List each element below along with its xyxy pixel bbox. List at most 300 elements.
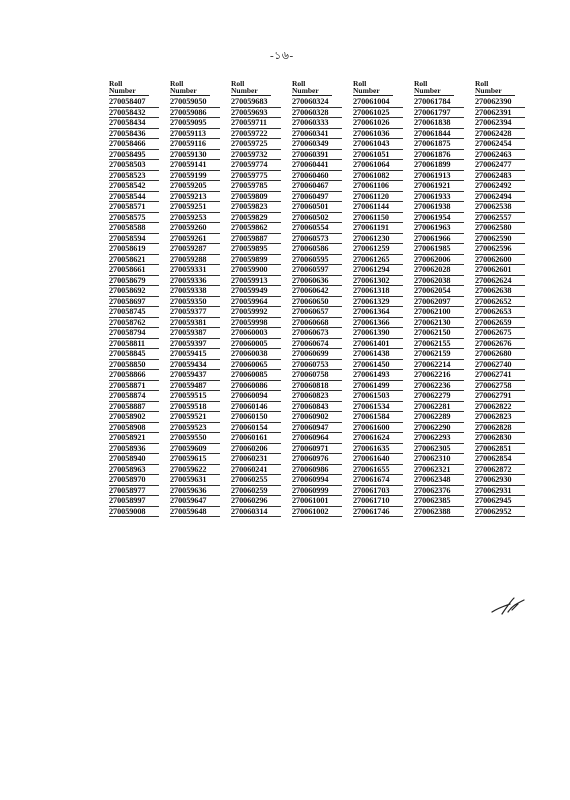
roll-number-cell: 270062590: [475, 234, 525, 245]
roll-number-cell: 270060094: [231, 391, 281, 402]
roll-number-cell: 270060333: [292, 118, 342, 129]
roll-number-cell: 270059251: [170, 202, 220, 213]
roll-number-cell: 270062279: [414, 391, 464, 402]
roll-number-cell: 270061746: [353, 507, 403, 518]
roll-number-cell: 270060231: [231, 454, 281, 465]
roll-number-cell: 270058588: [109, 223, 159, 234]
roll-number-cell: 270059829: [231, 213, 281, 224]
roll-number-cell: 270059336: [170, 276, 220, 287]
roll-number-cell: 270059331: [170, 265, 220, 276]
roll-number-cell: 270058619: [109, 244, 159, 255]
roll-number-cell: 270061450: [353, 360, 403, 371]
header-line-number: Number: [109, 87, 149, 96]
roll-number-cell: 270061503: [353, 391, 403, 402]
roll-number-cell: 270060085: [231, 370, 281, 381]
roll-number-cell: 270059113: [170, 129, 220, 140]
roll-number-cell: 270062740: [475, 360, 525, 371]
roll-number-cell: 270059862: [231, 223, 281, 234]
roll-number-cell: 270058466: [109, 139, 159, 150]
roll-number-cell: 270059523: [170, 423, 220, 434]
roll-number-cell: 270061366: [353, 318, 403, 329]
roll-number-cell: 270059434: [170, 360, 220, 371]
column-header: [292, 77, 353, 97]
roll-number-cell: 270059260: [170, 223, 220, 234]
roll-number-cell: 270061655: [353, 465, 403, 476]
roll-number-cell: 270059387: [170, 328, 220, 339]
roll-number-cell: 270059913: [231, 276, 281, 287]
roll-number-cell: 270062289: [414, 412, 464, 423]
roll-number-cell: 270061043: [353, 139, 403, 150]
roll-number-cell: 270061584: [353, 412, 403, 423]
roll-number-cell: 270059141: [170, 160, 220, 171]
roll-number-cell: 270059199: [170, 171, 220, 182]
roll-number-cell: 270060657: [292, 307, 342, 318]
roll-number-cell: 270060460: [292, 171, 342, 182]
roll-number-cell: 270059693: [231, 108, 281, 119]
roll-number-cell: 270062596: [475, 244, 525, 255]
roll-number-cell: 270060595: [292, 255, 342, 266]
roll-number-cell: 270061036: [353, 129, 403, 140]
roll-number-cell: 270058544: [109, 192, 159, 203]
roll-number-cell: 270062376: [414, 486, 464, 497]
roll-number-cell: 270059050: [170, 97, 220, 108]
roll-number-cell: 270060636: [292, 276, 342, 287]
roll-number-cell: 270058594: [109, 234, 159, 245]
roll-number-cell: 270061844: [414, 129, 464, 140]
roll-number-cell: 270062483: [475, 171, 525, 182]
header-line-number: Number: [292, 87, 332, 96]
roll-number-cell: 270060597: [292, 265, 342, 276]
roll-number-cell: 270058874: [109, 391, 159, 402]
roll-number-cell: 270061963: [414, 223, 464, 234]
roll-number-cell: 270062600: [475, 255, 525, 266]
roll-number-cell: 270062830: [475, 433, 525, 444]
roll-column: [109, 77, 170, 517]
roll-number-cell: 270062097: [414, 297, 464, 308]
roll-number-cell: 270062348: [414, 475, 464, 486]
roll-column: [292, 77, 353, 517]
roll-number-cell: 270061106: [353, 181, 403, 192]
roll-number-cell: 270061499: [353, 381, 403, 392]
roll-number-cell: 270058434: [109, 118, 159, 129]
roll-number-cell: 270060699: [292, 349, 342, 360]
roll-number-cell: 270060255: [231, 475, 281, 486]
roll-number-cell: 270061600: [353, 423, 403, 434]
roll-number-cell: 270058436: [109, 129, 159, 140]
roll-number-cell: 270059008: [109, 507, 159, 518]
roll-number-cell: 270062159: [414, 349, 464, 360]
roll-number-cell: 270058542: [109, 181, 159, 192]
roll-number-cell: 270062675: [475, 328, 525, 339]
roll-number-cell: 270059515: [170, 391, 220, 402]
roll-number-cell: 270060668: [292, 318, 342, 329]
roll-number-cell: 270061150: [353, 213, 403, 224]
roll-number-cell: 270061001: [292, 496, 342, 507]
roll-number-cell: 270058977: [109, 486, 159, 497]
roll-number-cell: 270059636: [170, 486, 220, 497]
roll-number-cell: 270059397: [170, 339, 220, 350]
roll-number-cell: 270058523: [109, 171, 159, 182]
roll-number-cell: 270062150: [414, 328, 464, 339]
roll-number-cell: 270058811: [109, 339, 159, 350]
roll-number-cell: 270060328: [292, 108, 342, 119]
roll-number-cell: 270059900: [231, 265, 281, 276]
column-header: [353, 77, 414, 97]
roll-number-cell: 270062872: [475, 465, 525, 476]
roll-number-cell: 270058997: [109, 496, 159, 507]
roll-number-cell: 270060586: [292, 244, 342, 255]
roll-number-cell: 270062155: [414, 339, 464, 350]
roll-number-cell: 270062388: [414, 507, 464, 518]
roll-number-cell: 270060341: [292, 129, 342, 140]
roll-number-cell: 270060086: [231, 381, 281, 392]
roll-number-cell: 270060947: [292, 423, 342, 434]
roll-number-cell: 270058407: [109, 97, 159, 108]
roll-number-cell: 270062130: [414, 318, 464, 329]
roll-column: [231, 77, 292, 517]
roll-number-cell: 270058571: [109, 202, 159, 213]
roll-number-cell: 270059609: [170, 444, 220, 455]
roll-number-cell: 270062854: [475, 454, 525, 465]
signature-mark: [488, 594, 528, 622]
roll-number-cell: 270062390: [475, 97, 525, 108]
column-header: [414, 77, 475, 97]
roll-number-cell: 270058887: [109, 402, 159, 413]
roll-number-cell: 270060573: [292, 234, 342, 245]
header-line-roll: Roll: [414, 78, 428, 88]
header-line-number: Number: [353, 87, 393, 96]
roll-number-cell: 270059809: [231, 192, 281, 203]
roll-number-cell: 270059350: [170, 297, 220, 308]
column-header: [109, 77, 170, 97]
roll-number-cell: 270059095: [170, 118, 220, 129]
header-line-roll: Roll: [353, 78, 367, 88]
roll-number-cell: 270059287: [170, 244, 220, 255]
roll-number-cell: 270062680: [475, 349, 525, 360]
roll-number-cell: 270061933: [414, 192, 464, 203]
roll-number-cell: 270061938: [414, 202, 464, 213]
roll-number-cell: 270059213: [170, 192, 220, 203]
column-header: [475, 77, 536, 97]
roll-number-cell: 270062659: [475, 318, 525, 329]
roll-number-cell: 270061302: [353, 276, 403, 287]
roll-number-cell: 270062741: [475, 370, 525, 381]
roll-number-cell: 270060554: [292, 223, 342, 234]
roll-number-cell: 270060642: [292, 286, 342, 297]
roll-number-cell: 270058902: [109, 412, 159, 423]
roll-number-cell: 270059631: [170, 475, 220, 486]
roll-number-cell: 270062624: [475, 276, 525, 287]
roll-number-cell: 270062828: [475, 423, 525, 434]
roll-number-cell: 270059887: [231, 234, 281, 245]
roll-number-cell: 270062851: [475, 444, 525, 455]
roll-number-cell: 270061318: [353, 286, 403, 297]
roll-number-cell: 270059377: [170, 307, 220, 318]
roll-number-cell: 270060005: [231, 339, 281, 350]
roll-number-cell: 270059130: [170, 150, 220, 161]
roll-number-cell: 270061120: [353, 192, 403, 203]
roll-number-cell: 270060241: [231, 465, 281, 476]
roll-number-cell: 270062758: [475, 381, 525, 392]
roll-number-cell: 270061025: [353, 108, 403, 119]
roll-number-cell: 270062054: [414, 286, 464, 297]
roll-number-cell: 270061401: [353, 339, 403, 350]
roll-number-cell: 270062236: [414, 381, 464, 392]
roll-number-cell: 270059648: [170, 507, 220, 518]
header-line-roll: Roll: [475, 78, 489, 88]
roll-number-cell: 270061364: [353, 307, 403, 318]
roll-number-cell: 270060758: [292, 370, 342, 381]
roll-number-cell: 270061002: [292, 507, 342, 518]
roll-number-cell: 270058794: [109, 328, 159, 339]
roll-number-cell: 270061797: [414, 108, 464, 119]
roll-column: [353, 77, 414, 517]
roll-number-cell: 270060753: [292, 360, 342, 371]
roll-number-cell: 270059550: [170, 433, 220, 444]
roll-number-cell: 270062538: [475, 202, 525, 213]
roll-number-cell: 270062580: [475, 223, 525, 234]
roll-number-cell: 270059288: [170, 255, 220, 266]
roll-number-cell: 270058940: [109, 454, 159, 465]
roll-number-cell: 270059253: [170, 213, 220, 224]
roll-number-cell: 270058692: [109, 286, 159, 297]
roll-number-cell: 270061004: [353, 97, 403, 108]
page-number: -১৬-: [270, 50, 294, 62]
column-header: [231, 77, 292, 97]
roll-number-cell: 270058970: [109, 475, 159, 486]
roll-number-cell: 270061624: [353, 433, 403, 444]
roll-number-cell: 270059622: [170, 465, 220, 476]
roll-column: [414, 77, 475, 517]
header-line-number: Number: [414, 87, 454, 96]
roll-number-cell: 270060986: [292, 465, 342, 476]
roll-number-cell: 270060497: [292, 192, 342, 203]
roll-column: [475, 77, 536, 517]
roll-number-cell: 270060994: [292, 475, 342, 486]
roll-number-cell: 270061493: [353, 370, 403, 381]
roll-number-cell: 270060161: [231, 433, 281, 444]
roll-number-cell: 270061784: [414, 97, 464, 108]
roll-number-cell: 270061144: [353, 202, 403, 213]
roll-number-cell: 270059899: [231, 255, 281, 266]
header-line-number: Number: [475, 87, 515, 96]
roll-number-cell: 270061329: [353, 297, 403, 308]
roll-number-cell: 270059785: [231, 181, 281, 192]
roll-number-cell: 270058661: [109, 265, 159, 276]
roll-number-cell: 270060971: [292, 444, 342, 455]
roll-number-cell: 270060146: [231, 402, 281, 413]
roll-number-cell: 270061875: [414, 139, 464, 150]
roll-number-cell: 270062290: [414, 423, 464, 434]
roll-number-cell: 270062281: [414, 402, 464, 413]
roll-number-cell: 270062676: [475, 339, 525, 350]
roll-number-cell: 270060964: [292, 433, 342, 444]
roll-number-cell: 270059381: [170, 318, 220, 329]
roll-number-cell: 270062038: [414, 276, 464, 287]
roll-number-cell: 270060902: [292, 412, 342, 423]
roll-number-cell: 270059415: [170, 349, 220, 360]
roll-number-cell: 270058679: [109, 276, 159, 287]
header-line-roll: Roll: [109, 78, 123, 88]
roll-number-cell: 270060324: [292, 97, 342, 108]
roll-number-cell: 270062385: [414, 496, 464, 507]
roll-number-cell: 270058936: [109, 444, 159, 455]
roll-number-cell: 270062463: [475, 150, 525, 161]
roll-number-cell: 270062931: [475, 486, 525, 497]
roll-number-cell: 270062477: [475, 160, 525, 171]
roll-number-cell: 270061710: [353, 496, 403, 507]
roll-number-cell: 270061966: [414, 234, 464, 245]
roll-number-cell: 270062791: [475, 391, 525, 402]
roll-number-cell: 270059615: [170, 454, 220, 465]
roll-number-cell: 270062638: [475, 286, 525, 297]
roll-number-cell: 270062293: [414, 433, 464, 444]
roll-number-cell: 270061051: [353, 150, 403, 161]
roll-number-cell: 270062321: [414, 465, 464, 476]
roll-number-cell: 270061191: [353, 223, 403, 234]
roll-number-cell: 270060501: [292, 202, 342, 213]
header-line-roll: Roll: [292, 78, 306, 88]
roll-number-cell: 270058866: [109, 370, 159, 381]
roll-number-cell: 270062823: [475, 412, 525, 423]
roll-number-cell: 270062391: [475, 108, 525, 119]
roll-number-cell: 270060673: [292, 328, 342, 339]
roll-number-cell: 270061674: [353, 475, 403, 486]
roll-number-cell: 270058495: [109, 150, 159, 161]
roll-number-cell: 270059338: [170, 286, 220, 297]
roll-number-cell: 270061899: [414, 160, 464, 171]
roll-number-cell: 270062952: [475, 507, 525, 518]
roll-number-cell: 270059992: [231, 307, 281, 318]
roll-number-cell: 270062216: [414, 370, 464, 381]
roll-column: [170, 77, 231, 517]
roll-number-cell: 270061534: [353, 402, 403, 413]
roll-number-cell: 270059086: [170, 108, 220, 119]
roll-number-cell: 270060976: [292, 454, 342, 465]
roll-number-cell: 270060650: [292, 297, 342, 308]
roll-number-cell: 270058850: [109, 360, 159, 371]
roll-number-cell: 270062100: [414, 307, 464, 318]
roll-number-cell: 270059949: [231, 286, 281, 297]
header-line-number: Number: [231, 87, 271, 96]
roll-number-cell: 270060296: [231, 496, 281, 507]
roll-number-cell: 270061635: [353, 444, 403, 455]
roll-number-cell: 270061390: [353, 328, 403, 339]
roll-number-cell: 270059895: [231, 244, 281, 255]
roll-number-cell: 270061913: [414, 171, 464, 182]
roll-number-cell: 270060065: [231, 360, 281, 371]
roll-number-cell: 270058908: [109, 423, 159, 434]
roll-number-cell: 270059964: [231, 297, 281, 308]
roll-number-cell: 270061265: [353, 255, 403, 266]
roll-number-cell: 270059205: [170, 181, 220, 192]
roll-number-cell: 270061985: [414, 244, 464, 255]
roll-number-cell: 270062428: [475, 129, 525, 140]
roll-number-cell: 270062394: [475, 118, 525, 129]
roll-number-cell: 270059722: [231, 129, 281, 140]
roll-number-cell: 270059775: [231, 171, 281, 182]
roll-number-cell: 270060999: [292, 486, 342, 497]
header-line-roll: Roll: [170, 78, 184, 88]
roll-number-cell: 270060674: [292, 339, 342, 350]
roll-number-cell: 270059732: [231, 150, 281, 161]
roll-number-cell: 270062494: [475, 192, 525, 203]
roll-number-cell: 270058845: [109, 349, 159, 360]
roll-number-cell: 270061876: [414, 150, 464, 161]
column-header: [170, 77, 231, 97]
roll-number-cell: 270061064: [353, 160, 403, 171]
roll-number-cell: 270062006: [414, 255, 464, 266]
roll-number-cell: 270061230: [353, 234, 403, 245]
roll-number-cell: 270058963: [109, 465, 159, 476]
roll-number-cell: 270059261: [170, 234, 220, 245]
roll-number-cell: 270059683: [231, 97, 281, 108]
roll-number-cell: 270059487: [170, 381, 220, 392]
roll-number-cell: 270062028: [414, 265, 464, 276]
roll-number-cell: 270059521: [170, 412, 220, 423]
roll-number-cell: 270060003: [231, 328, 281, 339]
roll-number-cell: 270060314: [231, 507, 281, 518]
roll-number-cell: 270061954: [414, 213, 464, 224]
roll-number-cell: 270062945: [475, 496, 525, 507]
roll-number-cell: 270060818: [292, 381, 342, 392]
roll-number-cell: 270059647: [170, 496, 220, 507]
roll-number-cell: 270058921: [109, 433, 159, 444]
roll-number-cell: 270058762: [109, 318, 159, 329]
roll-number-cell: 270058871: [109, 381, 159, 392]
roll-number-cell: 270060441: [292, 160, 342, 171]
roll-number-cell: 270062557: [475, 213, 525, 224]
roll-number-cell: 270059725: [231, 139, 281, 150]
roll-number-cell: 270061921: [414, 181, 464, 192]
roll-number-cell: 270060349: [292, 139, 342, 150]
roll-number-cell: 270059711: [231, 118, 281, 129]
roll-number-table: [109, 77, 536, 517]
roll-number-cell: 270058503: [109, 160, 159, 171]
roll-number-cell: 270061438: [353, 349, 403, 360]
roll-number-cell: 270062930: [475, 475, 525, 486]
roll-number-cell: 270058745: [109, 307, 159, 318]
roll-number-cell: 270062305: [414, 444, 464, 455]
roll-number-cell: 270062492: [475, 181, 525, 192]
roll-number-cell: 270061703: [353, 486, 403, 497]
roll-number-cell: 270058621: [109, 255, 159, 266]
roll-number-cell: 270058575: [109, 213, 159, 224]
roll-number-cell: 270060259: [231, 486, 281, 497]
roll-number-cell: 270062454: [475, 139, 525, 150]
roll-number-cell: 270061026: [353, 118, 403, 129]
roll-number-cell: 270059774: [231, 160, 281, 171]
roll-number-cell: 270060206: [231, 444, 281, 455]
roll-number-cell: 270059116: [170, 139, 220, 150]
roll-number-cell: 270061294: [353, 265, 403, 276]
roll-number-cell: 270061838: [414, 118, 464, 129]
roll-number-cell: 270061259: [353, 244, 403, 255]
roll-number-cell: 270058432: [109, 108, 159, 119]
roll-number-cell: 270059437: [170, 370, 220, 381]
roll-number-cell: 270062310: [414, 454, 464, 465]
roll-number-cell: 270062214: [414, 360, 464, 371]
roll-number-cell: 270060823: [292, 391, 342, 402]
roll-number-cell: 270059518: [170, 402, 220, 413]
header-line-number: Number: [170, 87, 210, 96]
roll-number-cell: 270060391: [292, 150, 342, 161]
roll-number-cell: 270060467: [292, 181, 342, 192]
roll-number-cell: 270059998: [231, 318, 281, 329]
roll-number-cell: 270061082: [353, 171, 403, 182]
roll-number-cell: 270062653: [475, 307, 525, 318]
roll-number-cell: 270060038: [231, 349, 281, 360]
